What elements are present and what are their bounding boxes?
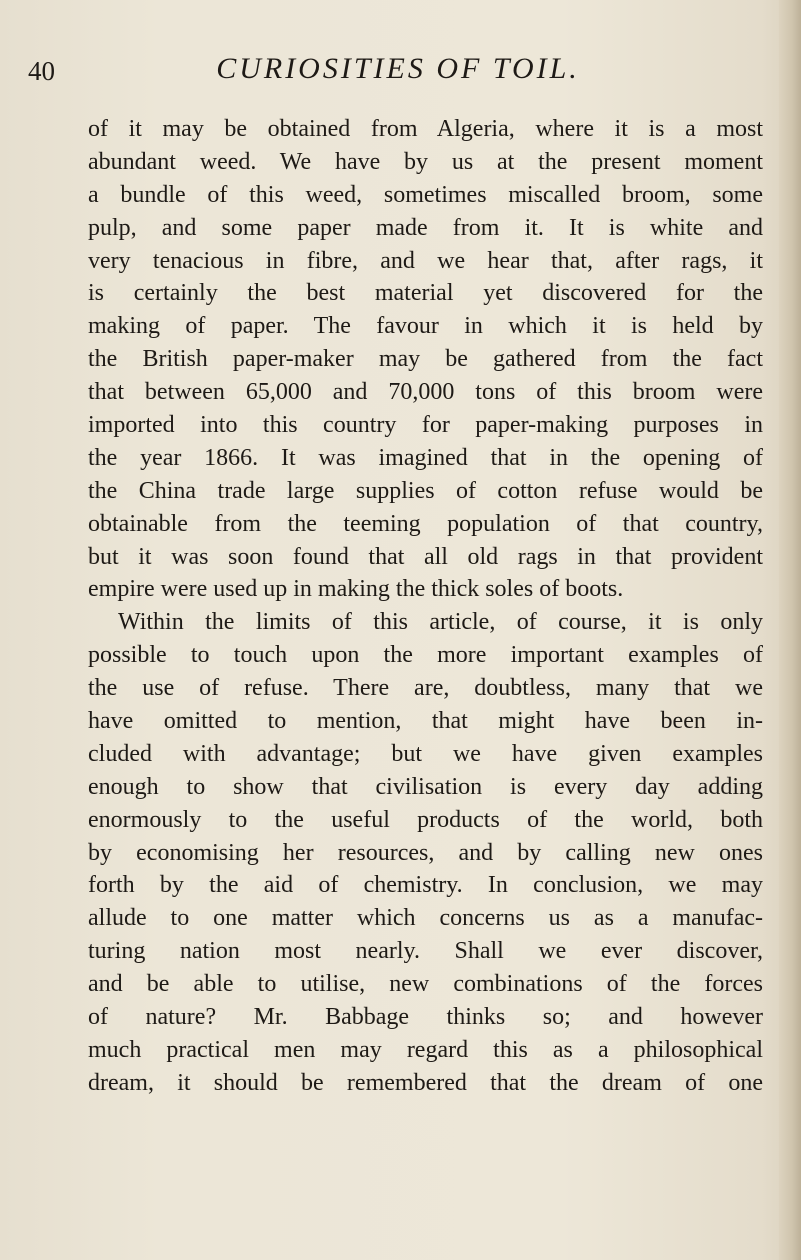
text-line: of it may be obtained from Algeria, where it is a most: [88, 116, 763, 142]
text-line: the British paper-maker may be gathered from the fact: [88, 346, 763, 373]
text-line: abundant weed. We have by us at the present moment: [88, 148, 763, 175]
text-line: that between 65,000 and 70,000 tons of this broom were: [88, 379, 763, 406]
text-line: the year 1866. It was imagined that in the opening of: [88, 444, 763, 471]
text-line: obtainable from the teeming population of that country,: [88, 510, 763, 537]
text-line: much practical men may regard this as a philosophical: [88, 1036, 763, 1063]
text-line: allude to one matter which concerns us as a manufac-: [88, 905, 763, 932]
text-line: but it was soon found that all old rags in that provident: [88, 543, 763, 570]
text-line: possible to touch upon the more important examples of: [88, 642, 763, 669]
text-line: by economising her resources, and by calling new ones: [88, 839, 763, 866]
text-line: imported into this country for paper-making purposes in: [88, 412, 763, 439]
text-line: the use of refuse. There are, doubtless, many that we: [88, 675, 763, 702]
text-line: forth by the aid of chemistry. In conclusion, we may: [88, 872, 763, 899]
page-edge: [779, 0, 801, 1260]
text-line: a bundle of this weed, sometimes miscalled broom, some: [88, 181, 763, 208]
text-line: the China trade large supplies of cotton refuse would be: [88, 477, 763, 504]
running-title: CURIOSITIES OF TOIL.: [216, 52, 580, 85]
text-line: enormously to the useful products of the world, both: [88, 806, 763, 833]
text-line: turing nation most nearly. Shall we ever discover,: [88, 938, 763, 965]
text-line: dream, it should be remembered that the dream of one: [88, 1069, 763, 1096]
text-line: making of paper. The favour in which it is held by: [88, 313, 763, 340]
text-line: cluded with advantage; but we have given examples: [88, 740, 763, 767]
text-line: pulp, and some paper made from it. It is white and: [88, 214, 763, 241]
page-number: 40: [28, 56, 55, 86]
text-line: of nature? Mr. Babbage thinks so; and however: [88, 1004, 763, 1031]
text-line: have omitted to mention, that might have been in-: [88, 708, 763, 735]
page-header: [28, 52, 748, 92]
text-line: empire were used up in making the thick soles of boots.: [88, 576, 624, 603]
text-line: is certainly the best material yet discovered for the: [88, 280, 763, 307]
text-line: Within the limits of this article, of course, it is only: [118, 609, 763, 636]
text-line: and be able to utilise, new combinations of the forces: [88, 971, 763, 998]
body-text: [88, 113, 763, 1100]
text-line: enough to show that civilisation is every day adding: [88, 773, 763, 800]
text-line: very tenacious in fibre, and we hear that, after rags, it: [88, 247, 763, 274]
